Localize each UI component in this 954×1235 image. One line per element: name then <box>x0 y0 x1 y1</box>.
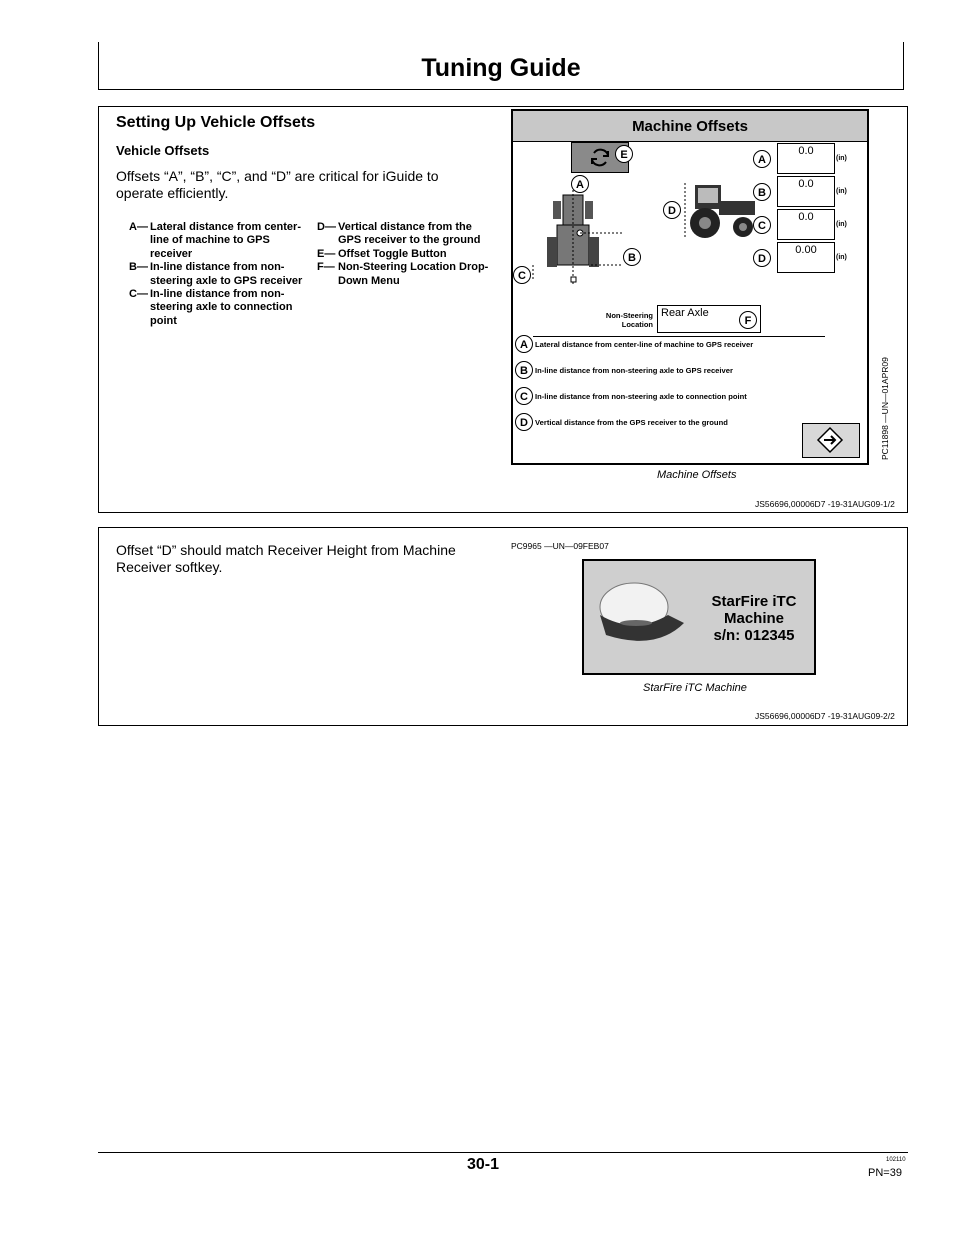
offset-d-field[interactable]: 0.00 <box>777 242 835 273</box>
desc-a: Lateral distance from center-line of machine to GPS receiver <box>535 340 754 349</box>
section2-figure-code: PC9965 —UN—09FEB07 <box>511 541 609 551</box>
legend-item-c: C— In-line distance from non-steering axle to connection point <box>129 288 293 327</box>
screen-title: Machine Offsets <box>513 111 867 142</box>
badge-d: D <box>753 249 771 267</box>
desc-c: In-line distance from non-steering axle to connection point <box>535 392 747 401</box>
figure-caption-starfire: StarFire iTC Machine <box>643 682 747 694</box>
tractor-top-view-icon <box>523 181 643 291</box>
section-paragraph: Offsets “A”, “B”, “C”, and “D” are critical for iGuide to operate efficiently. <box>116 168 439 201</box>
desc-d: Vertical distance from the GPS receiver to the ground <box>535 418 728 427</box>
legend-left <box>129 221 309 328</box>
badge-c: C <box>753 216 771 234</box>
legend-item-f: F— Non-Steering Location Drop-Down Menu <box>317 261 489 287</box>
offset-b-field[interactable]: 0.0 <box>777 176 835 207</box>
desc-badge-b: B <box>515 361 533 379</box>
receiver-label: StarFire iTC Machine s/n: 012345 <box>711 593 797 644</box>
diagram-badge-b: B <box>623 248 641 266</box>
badge-e: E <box>615 145 633 163</box>
offset-b-unit: (in) <box>836 188 847 195</box>
footer-divider <box>98 1152 908 1153</box>
section2-ref-code: JS56696,00006D7 -19-31AUG09-2/2 <box>755 711 895 721</box>
legend-item-a: A— Lateral distance from center-line of machine to GPS receiver <box>129 221 301 260</box>
section1-ref-code: JS56696,00006D7 -19-31AUG09-1/2 <box>755 499 895 509</box>
legend-item-d: D— Vertical distance from the GPS receiver to the ground <box>317 221 481 247</box>
section2-paragraph: Offset “D” should match Receiver Height from Machine Receiver softkey. <box>116 542 456 575</box>
diagram-badge-d: D <box>663 201 681 219</box>
starfire-itc-softkey[interactable] <box>582 559 816 675</box>
non-steering-location-dropdown[interactable]: Rear Axle <box>657 305 761 333</box>
section-heading: Setting Up Vehicle Offsets <box>116 114 316 131</box>
gps-receiver-icon <box>596 579 686 651</box>
tractor-side-view-icon <box>681 181 761 241</box>
desc-b: In-line distance from non-steering axle to GPS receiver <box>535 366 733 375</box>
next-button[interactable] <box>802 423 860 458</box>
offset-a-field[interactable]: 0.0 <box>777 143 835 174</box>
section-subheading: Vehicle Offsets <box>116 143 210 158</box>
page-number: 30-1 <box>466 1156 500 1173</box>
offset-a-unit: (in) <box>836 155 847 162</box>
desc-badge-c: C <box>515 387 533 405</box>
pn-code: PN=39 <box>868 1167 902 1179</box>
figure-side-code: PC11898 —UN—01APR09 <box>880 357 890 460</box>
desc-badge-d: D <box>515 413 533 431</box>
non-steering-label: Non-Steering Location <box>605 311 653 329</box>
diagram-badge-a: A <box>571 175 589 193</box>
legend-item-e: E— Offset Toggle Button <box>317 247 447 260</box>
badge-f: F <box>739 311 757 329</box>
offset-c-unit: (in) <box>836 221 847 228</box>
divider <box>533 336 825 337</box>
desc-badge-a: A <box>515 335 533 353</box>
diagram-badge-c: C <box>513 266 531 284</box>
machine-offsets-screen <box>511 109 869 465</box>
legend-right <box>317 221 497 288</box>
date-code: 102110 <box>886 1157 906 1163</box>
offset-c-field[interactable]: 0.0 <box>777 209 835 240</box>
badge-b: B <box>753 183 771 201</box>
next-arrow-icon <box>803 424 858 456</box>
badge-a: A <box>753 150 771 168</box>
legend-item-b: B— In-line distance from non-steering axle to GPS receiver <box>129 261 303 287</box>
offset-d-unit: (in) <box>836 254 847 261</box>
page-title: Tuning Guide <box>421 54 581 82</box>
figure-caption-machine-offsets: Machine Offsets <box>657 469 737 481</box>
